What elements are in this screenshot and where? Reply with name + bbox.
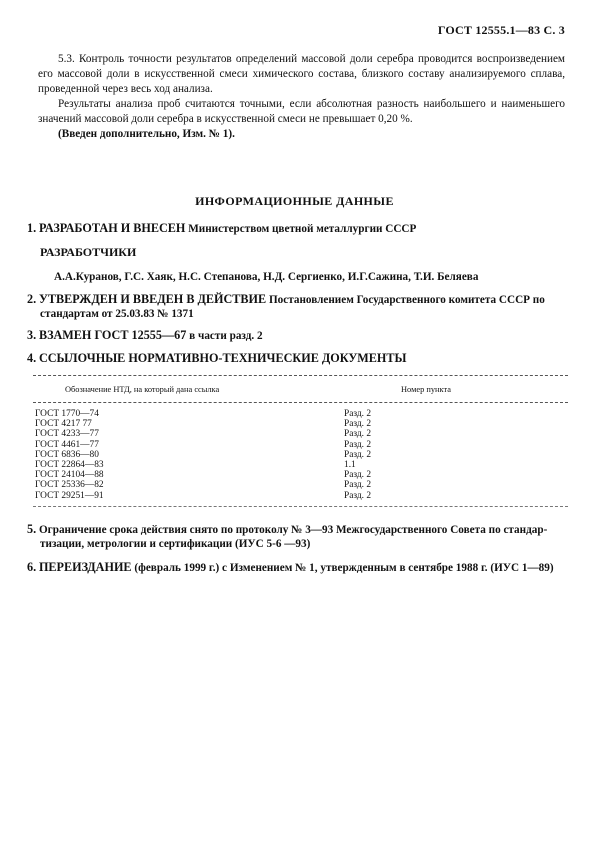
table-header-rule bbox=[33, 402, 568, 403]
row-designation: ГОСТ 1770—74 bbox=[35, 409, 99, 419]
table-row bbox=[33, 440, 568, 450]
item-2-heading: УТВЕРЖДЕН И ВВЕДЕН В ДЕЙСТВИЕ bbox=[38, 292, 267, 306]
row-designation: ГОСТ 22864—83 bbox=[35, 459, 104, 470]
item-1-text: Министерством цветной металлургии СССР bbox=[188, 223, 417, 235]
row-designation: ГОСТ 6836—80 bbox=[35, 449, 99, 460]
item-6-number: 6. bbox=[27, 560, 37, 574]
item-5-line-2: тизации, метрологии и сертификации (ИУС 5-6 —93) bbox=[40, 538, 311, 550]
row-clause: Разд. 2 bbox=[344, 429, 372, 440]
item-3 bbox=[27, 328, 567, 344]
item-5-line-1: Ограничение срока действия снято по протоколу № 3—93 Межгосударственного Совета по стандар- bbox=[38, 524, 548, 536]
item-5-continued bbox=[40, 537, 580, 552]
item-6-heading: ПЕРЕИЗДАНИЕ bbox=[38, 560, 132, 574]
row-clause: Разд. 2 bbox=[344, 419, 372, 430]
item-3-heading: ВЗАМЕН ГОСТ 12555—67 bbox=[38, 328, 187, 342]
item-2-text-line-2: стандартам от 25.03.83 № 1371 bbox=[40, 308, 194, 320]
section-5-3-paragraph-2: Результаты анализа проб считаются точными, если абсолютная разность наибольшего и наименьшего значений массовой доли серебра в искусственной смеси не превышает 0,20 %. bbox=[38, 98, 565, 125]
table-row bbox=[33, 409, 568, 419]
item-1-number: 1. bbox=[27, 221, 37, 235]
row-clause: Разд. 2 bbox=[344, 470, 372, 481]
row-clause: 1.1 bbox=[344, 459, 356, 470]
developers-names: А.А.Куранов, Г.С. Хаяк, Н.С. Степанова, Н.Д. Сергиенко, И.Г.Сажина, Т.И. Беляева bbox=[54, 271, 479, 283]
item-5-number: 5. bbox=[27, 522, 37, 536]
table-row bbox=[33, 491, 568, 501]
table-row bbox=[33, 429, 568, 439]
section-5-3-note: (Введен дополнительно, Изм. № 1). bbox=[58, 128, 235, 140]
row-designation: ГОСТ 4217 77 bbox=[35, 419, 92, 430]
item-2-continued bbox=[40, 307, 580, 322]
table-header bbox=[33, 376, 568, 402]
item-2 bbox=[27, 292, 567, 308]
item-6-text: (февраль 1999 г.) с Изменением № 1, утвержденным в сентябре 1988 г. (ИУС 1—89) bbox=[134, 562, 554, 574]
item-2-text-line-1: Постановлением Государственного комитета СССР по bbox=[268, 294, 545, 306]
item-5 bbox=[27, 522, 567, 538]
row-designation: ГОСТ 25336—82 bbox=[35, 480, 104, 491]
item-1 bbox=[27, 221, 567, 237]
item-4-number: 4. bbox=[27, 351, 37, 365]
page-header: ГОСТ 12555.1—83 С. 3 bbox=[437, 23, 565, 37]
item-3-text: в части разд. 2 bbox=[189, 330, 263, 342]
reference-table bbox=[33, 375, 568, 501]
row-designation: ГОСТ 29251—91 bbox=[35, 490, 104, 501]
section-5-3-paragraph-1: 5.3. Контроль точности результатов определений массовой доли серебра проводится воспроизведением его массовой доли в искусственной смеси химического состава, близкого составу анализируемого сплава, проведенной через весь ход анализа. bbox=[38, 53, 565, 95]
table-row bbox=[33, 480, 568, 490]
table-row bbox=[33, 419, 568, 429]
item-6 bbox=[27, 560, 567, 576]
table-row bbox=[33, 460, 568, 470]
table-bottom-rule bbox=[33, 506, 568, 507]
column-header-clause: Номер пункта bbox=[401, 385, 451, 394]
row-clause: Разд. 2 bbox=[344, 439, 372, 450]
row-clause: Разд. 2 bbox=[344, 480, 372, 491]
section-5-3 bbox=[38, 52, 565, 142]
table-row bbox=[33, 450, 568, 460]
item-2-number: 2. bbox=[27, 292, 37, 306]
row-designation: ГОСТ 4461—77 bbox=[35, 439, 99, 450]
row-clause: Разд. 2 bbox=[344, 449, 372, 460]
table-row bbox=[33, 470, 568, 480]
row-clause: Разд. 2 bbox=[344, 490, 372, 501]
row-clause: Разд. 2 bbox=[344, 409, 372, 419]
developers-label: РАЗРАБОТЧИКИ bbox=[40, 245, 137, 259]
item-4 bbox=[27, 351, 567, 367]
item-4-heading: ССЫЛОЧНЫЕ НОРМАТИВНО-ТЕХНИЧЕСКИЕ ДОКУМЕНТЫ bbox=[38, 351, 407, 365]
info-data-title: ИНФОРМАЦИОННЫЕ ДАННЫЕ bbox=[195, 194, 394, 208]
row-designation: ГОСТ 24104—88 bbox=[35, 470, 104, 481]
item-3-number: 3. bbox=[27, 328, 37, 342]
row-designation: ГОСТ 4233—77 bbox=[35, 429, 99, 440]
table-body bbox=[33, 409, 568, 501]
column-header-designation: Обозначение НТД, на который дана ссылка bbox=[65, 385, 220, 394]
item-1-heading: РАЗРАБОТАН И ВНЕСЕН bbox=[38, 221, 186, 235]
